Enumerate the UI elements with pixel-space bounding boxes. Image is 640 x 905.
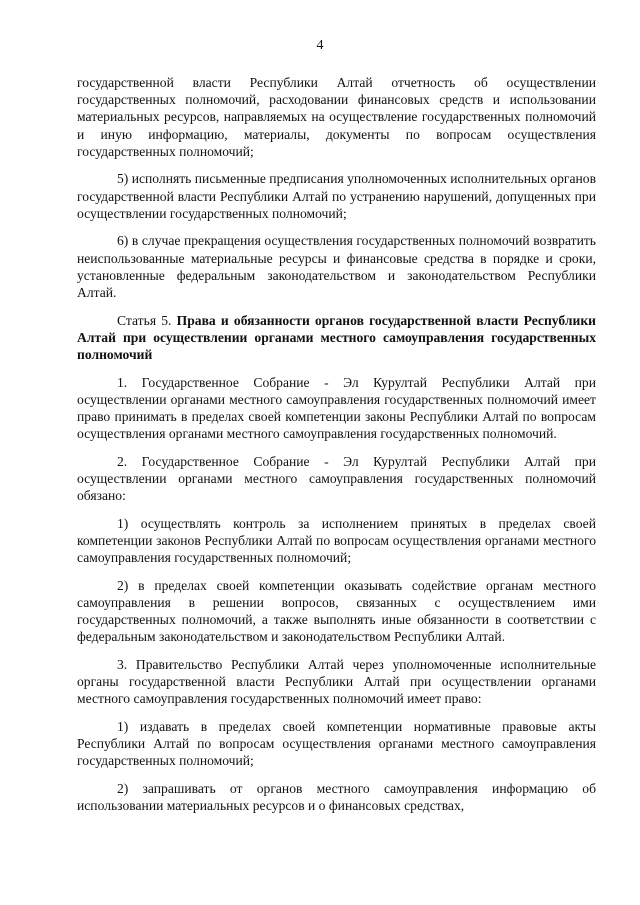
paragraph-part2-item2: 2) в пределах своей компетенции оказывать содействие органам местного самоуправления в решении вопросов, связанных с осуществлением ими государственных полномочий, а также выполнять иные обязанности в соответствии с федеральным законодательством и законодательством Республики Алтай. — [77, 577, 596, 645]
document-body — [77, 74, 596, 825]
article-5-heading — [77, 312, 596, 364]
paragraph-part3-item1: 1) издавать в пределах своей компетенции нормативные правовые акты Республики Алтай по вопросам осуществления органами местного самоуправления государственных полномочий; — [77, 719, 596, 769]
paragraph-item-6: 6) в случае прекращения осуществления государственных полномочий возвратить неиспользованные материальные ресурсы и финансовые средства в порядке и сроки, установленные федеральным законодательством и законодательством Республики Алтай. — [77, 233, 596, 301]
article-5-title: Права и обязанности органов государственной власти Республики Алтай при осуществлении органами местного самоуправления государственных полномочий — [77, 312, 596, 363]
paragraph-item-5: 5) исполнять письменные предписания уполномоченных исполнительных органов государственной власти Республики Алтай по устранению нарушений, допущенных при осуществлении государственных полномочий; — [77, 171, 596, 221]
article-5-label: Статья 5. — [117, 312, 172, 328]
paragraph-article5-part1: 1. Государственное Собрание - Эл Курултай Республики Алтай при осуществлении органами местного самоуправления государственных полномочий имеет право принимать в пределах своей компетенции законы Республики Алтай по вопросам осуществления органами местного самоуправления государственных полномочий. — [77, 374, 596, 442]
paragraph-part3-item2: 2) запрашивать от органов местного самоуправления информацию об использовании материальных ресурсов и о финансовых средствах, — [77, 781, 596, 814]
paragraph-article5-part2: 2. Государственное Собрание - Эл Курултай Республики Алтай при осуществлении органами местного самоуправления государственных полномочий обязано: — [77, 453, 596, 504]
paragraph-continuation: государственной власти Республики Алтай отчетность об осуществлении государственных полномочий, расходовании финансовых средств и использовании материальных ресурсов, направляемых на осуществление государственных полномочий и иную информацию, материалы, документы по вопросам осуществления государственных полномочий; — [77, 75, 596, 159]
paragraph-article5-part3: 3. Правительство Республики Алтай через уполномоченные исполнительные органы государственной власти Республики Алтай при осуществлении органами местного самоуправления государственных полномочий имеет право: — [77, 657, 596, 707]
page-number: 4 — [316, 38, 324, 53]
paragraph-part2-item1: 1) осуществлять контроль за исполнением принятых в пределах своей компетенции законов Республики Алтай по вопросам осуществления органами местного самоуправления государственных полномочий; — [77, 515, 596, 566]
